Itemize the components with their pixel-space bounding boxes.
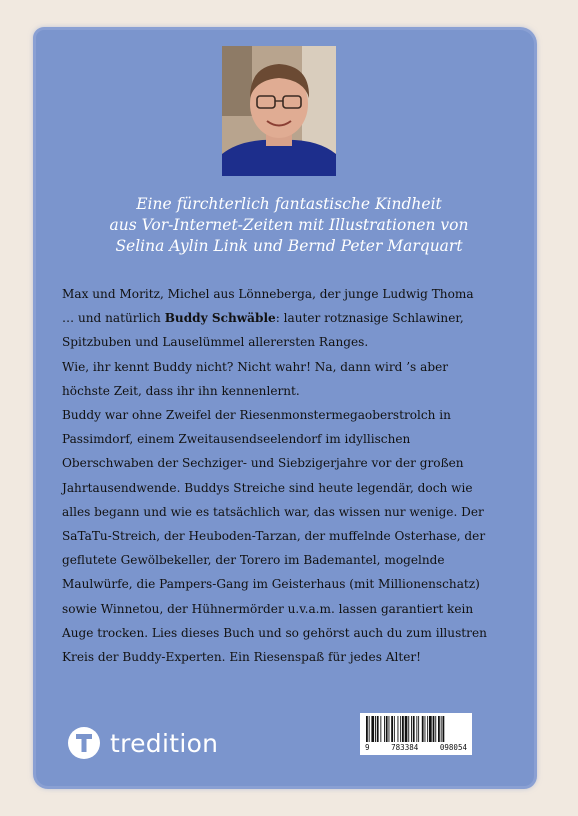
barcode-bar — [408, 716, 409, 742]
barcode-bar — [413, 716, 415, 742]
tredition-logo-icon — [68, 727, 100, 759]
blurb-paragraph: Buddy war ohne Zweifel der Riesenmonstermegaoberstrolch in Passimdorf, einem Zweitausendseelendorf im idyllischen Oberschwaben der Sechziger- und Siebzigerjahre vor der großen Jahrtausendwende. Buddys Streiche sind heute legendär, doch wie alles begann und wie es tatsächlich war, das wissen nur wenige. Der SaTaTu-Streich, der Heuboden-Tarzan, der muffelnde Osterhase, der geflutete Gewölbekeller, der Torero im Bademantel, mogelnde Maulwürfe, die Pampers-Gang im Geisterhaus (mit Millionenschatz) sowie Winnetou, der Hühnermörder u.v.a.m. lassen garantiert kein Auge trocken. Lies dieses Buch und so gehörst auch du zum illustren Kreis der Buddy-Experten. Ein Riesenspaß für jedes Alter! — [62, 408, 487, 665]
barcode-bar — [422, 716, 424, 742]
barcode-number — [364, 743, 468, 752]
barcode-bar — [371, 716, 374, 742]
barcode-bar — [398, 716, 399, 742]
barcode-bar — [435, 716, 436, 742]
barcode-bar — [366, 716, 368, 742]
blurb-paragraph — [62, 282, 488, 355]
barcode-bar — [443, 716, 445, 742]
author-photo-image — [222, 46, 336, 176]
tagline-line: aus Vor-Internet-Zeiten mit Illustrationen von — [109, 216, 469, 234]
barcode-bar — [402, 716, 404, 742]
blurb — [62, 282, 488, 669]
barcode-bar — [438, 716, 440, 742]
barcode-digits: 783384 — [391, 743, 419, 752]
barcode-bar — [416, 716, 417, 742]
blurb-text: Max und Moritz, Michel aus Lönneberga, der junge Ludwig Thoma … und natürlich — [62, 287, 474, 326]
barcode-bar — [375, 716, 376, 742]
blurb-text: : lauter rotznasige Schlawiner, Spitzbuben und Lauselümmel allerersten Ranges. — [62, 311, 464, 350]
barcode-bar — [405, 716, 408, 742]
blurb-paragraph: Wie, ihr kennt Buddy nicht? Nicht wahr! Na, dann wird ’s aber höchste Zeit, dass ihr ihn kennenlernt. — [62, 359, 449, 398]
isbn-barcode — [360, 713, 472, 755]
barcode-bar — [418, 716, 419, 742]
barcode-bar — [380, 716, 381, 742]
barcode-bars — [364, 716, 468, 742]
barcode-bar — [441, 716, 442, 742]
barcode-bar — [427, 716, 428, 742]
barcode-bar — [377, 716, 379, 742]
barcode-digit: 9 — [365, 743, 370, 752]
barcode-bar — [391, 716, 393, 742]
barcode-bar — [411, 716, 412, 742]
barcode-bar — [384, 716, 385, 742]
publisher-logo — [68, 725, 218, 761]
hero-name: Buddy Schwäble — [164, 311, 276, 326]
barcode-digits: 098054 — [439, 743, 467, 752]
barcode-bar — [400, 716, 401, 742]
author-photo — [222, 46, 336, 176]
barcode-bar — [394, 716, 395, 742]
publisher-name: tredition — [110, 728, 219, 758]
barcode-bar — [369, 716, 370, 742]
tagline-line: Eine fürchterlich fantastische Kindheit — [136, 195, 442, 213]
barcode-bar — [386, 716, 388, 742]
barcode-bar — [429, 716, 432, 742]
barcode-bar — [433, 716, 435, 742]
tagline — [56, 194, 522, 257]
barcode-bar — [425, 716, 426, 742]
tagline-line: Selina Aylin Link und Bernd Peter Marquart — [115, 237, 463, 255]
barcode-bar — [389, 716, 390, 742]
